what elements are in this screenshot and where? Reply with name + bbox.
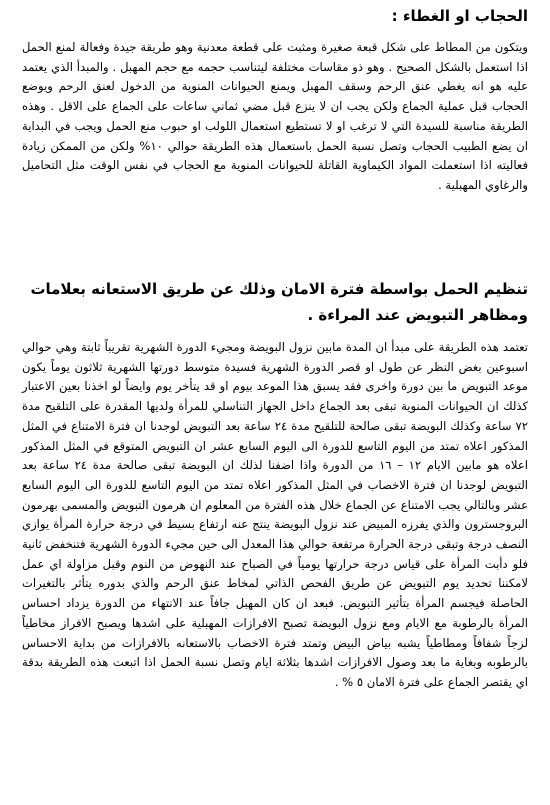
section-heading-diaphragm: الحجاب او الغطاء : bbox=[391, 7, 528, 25]
section-heading-safe-period: تنظيم الحمل بواسطة فترة الامان وذلك عن طريق الاستعانه بعلامات ومظاهر التبويض عند المراءة . bbox=[30, 280, 528, 324]
section-paragraph-diaphragm: ويتكون من المطاط على شكل قبعة صغيرة ومثبت على قطعة معدنية وهو طريقة جيدة وفعالة لمنع الحمل اذا استعمل بالشكل الصحيح . وهو ذو مقاسات مختلفة ليتناسب حجمه مع حجم المهبل . والمبدأ الذي يعتمد عليه هو انه يغطي عنق الرحم وسقف المهبل ويمنع الحيوانات المنوية من الدخول لعنق الرحم ويوضع الحجاب قبل عملية الجماع ولكن يجب ان لا ينزع قبل مضي ثماني ساعات على الجماع على الاقل . وهذه الطريقة مناسبة للسيدة التي لا ترغب او لا تستطيع استعمال اللولب او حبوب منع الحمل ويجب في البداية ان يضع الطبيب الحجاب وتصل نسبة الحمل باستعمال هذه الطريقة حوالي ١٠% ولكن من الممكن زيادة فعاليته اذا استعملت المواد الكيماوية القاتلة للحيوانات المنوية مع الحجاب في نفس الوقت مثل التحاميل والرغاوي المهبلية . bbox=[22, 40, 528, 192]
section-paragraph-safe-period: تعتمد هذه الطريقة على مبدأ ان المدة مابين نزول البويضة ومجيء الدورة الشهرية تقريباً ثابتة وهي حوالي اسبوعين بغض النظر عن طول او قصر الدورة الشهرية فسيدة متوسط دورتها الشهرية ثلاثون يوماً يكون موعد التبويض ما بين دورة واخرى فقد يسبق هذا الموعد بيوم او قد يتأخر يوم وايضاً لو اخذنا بعين الاعتبار كذلك ان الحيوانات المنوية تبقى بعد الجماع داخل الجهاز التناسلي للمرأة ولديها المقدرة على التلقيح مدة ٧٢ ساعة وكذلك البويضة تبقى صالحة للتلقيح مدة ٢٤ ساعة بعد التبويض لوجدنا ان فترة الامتناع في المثل المذكور اعلاه تمتد من اليوم التاسع للدورة الى اليوم السابع عشر ان التبويض المتوقع في المثل المذكور اعلاه هو مابين الايام ١٢ – ١٦ من الدورة واذا اضفنا لذلك ان البويضة تبقى صالحة مدة ٢٤ ساعة بعد التبويض لوجدنا ان فترة الاخصاب في المثل المذكور اعلاه تمتد من اليوم التاسع للدورة الى اليوم السابع عشر وبالتالي يجب الامتناع عن الجماع خلال هذه الفترة من المعلوم ان هرمون التبويض والمسمى بهرمون البروجسترون والذي يفرزه المبيض عند نزول البويضة ينتج عنه ارتفاع بسيط في درجة حرارة المرأة يوازي النصف درجة وتبقى درجة الحرارة مرتفعة حوالي هذا المعدل الى حين مجيء الدورة الشهرية فتنخفض ثانية فلو دأبت المرأة على قياس درجة حرارتها يومياً في الصباح عند النهوض من النوم وقبل مزاولة اي عمل لامكننا تحديد يوم التبويض عن طريق الفحص الذاتي لمخاط عنق الرحم والذي بدوره يتأثر بالتغيرات الحاصلة فيجسم المرأة بتأثير التبويض. فبعد ان كان المهبل جافاً عند الانتهاء من الدورة يزداد احساس المرأة بالرطوبة مع الايام ومع نزول البويضة تصبح الافرازات المهبلية على اشدها ويصبح الافراز مخاطياً لزجاً شفافاً ومطاطياً يشبه بياض البيض وتمتد فترة الاخصاب بالاستعانه بالافرازات من بداية الاحساس بالرطوبه وبغاية ما بعد وصول الافرازات اشدها بثلاثة ايام وتصل نسبة الحمل اذا اتبعت هذه الطريقة بدقة اي يقتصر الجماع على فترة الامان ٥ % . bbox=[22, 340, 528, 689]
